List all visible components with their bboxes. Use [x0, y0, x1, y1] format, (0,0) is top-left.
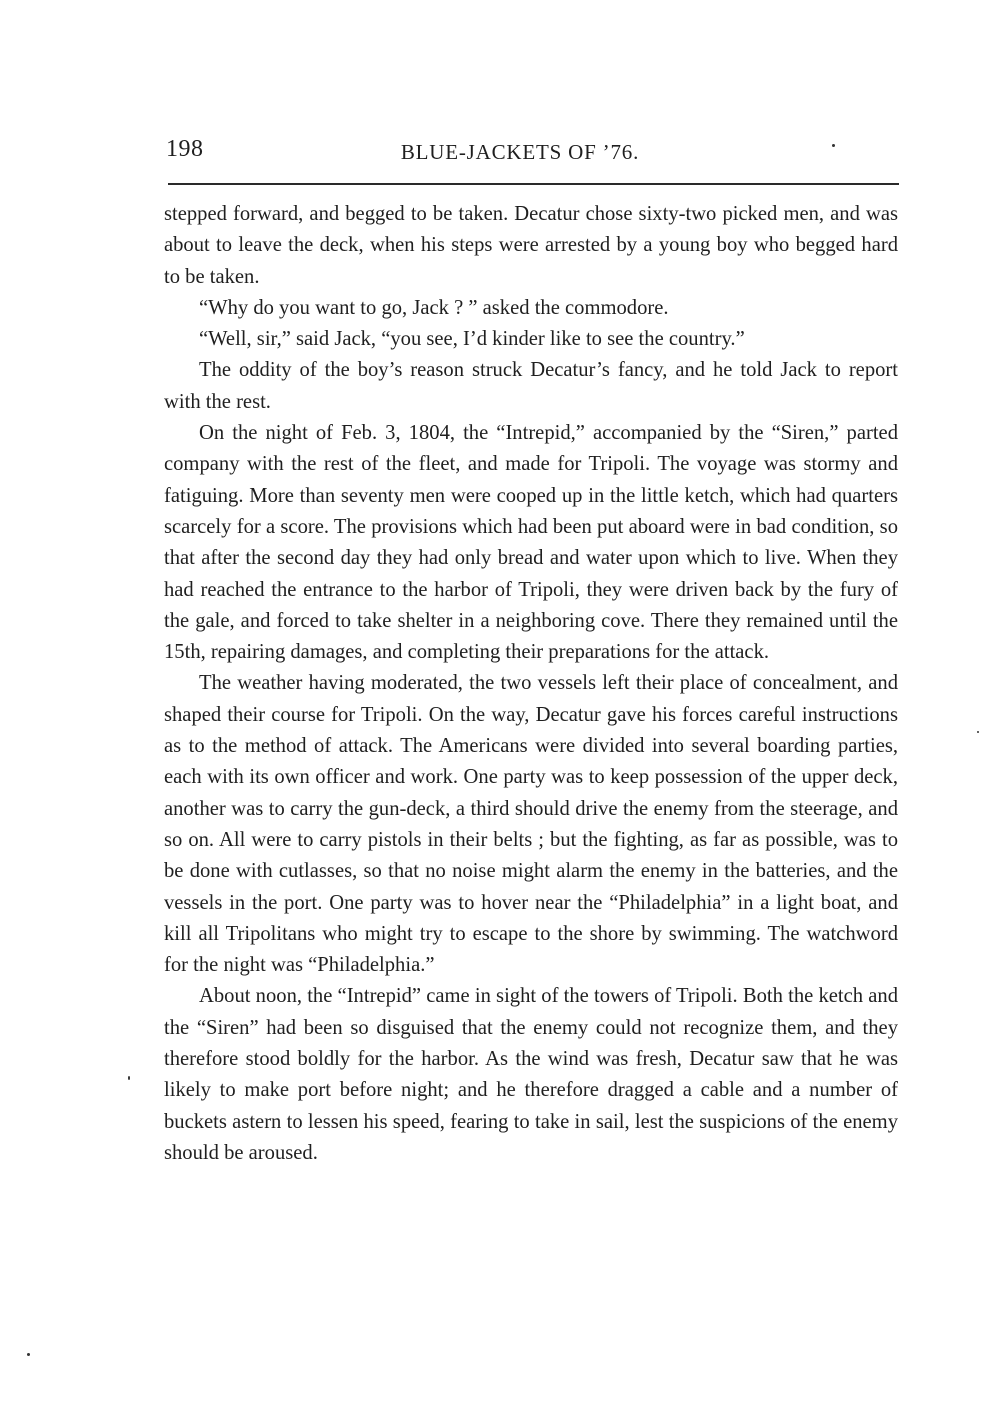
paragraph: About noon, the “Intrepid” came in sight of the towers of Tripoli. Both the ketch and the “Siren” had been so disguised that the enemy could not recognize them, and they therefore stood boldly for the harbor. As the wind was fresh, Decatur saw that he was likely to make port before night; and he therefore dragged a cable and a number of buckets astern to lessen his speed, fearing to take in sail, lest the suspicions of the enemy should be aroused. [164, 985, 898, 1164]
body-text [164, 199, 898, 1169]
page-number: 198 [166, 136, 204, 162]
paragraph: The weather having moderated, the two vessels left their place of concealment, and shaped their course for Tripoli. On the way, Decatur gave his forces careful instructions as to the method of attack. The Americans were divided into several boarding parties, each with its own officer and work. One party was to keep possession of the upper deck, another was to carry the gun-deck, a third should drive the enemy from the steerage, and so on. All were to carry pistols in their belts ; but the fighting, as far as possible, was to be done with cutlasses, so that no noise might alarm the enemy in the batteries, and the vessels in the port. One party was to hover near the “Philadelphia” in a light boat, and kill all Tripolitans who might try to escape to the shore by swimming. The watchword for the night was “Philadelphia.” [164, 672, 898, 977]
paragraph: “Why do you want to go, Jack ? ” asked the commodore. [199, 296, 669, 319]
paper-speck [977, 731, 979, 733]
running-title: BLUE-JACKETS OF ’76. [400, 140, 640, 164]
paper-speck [128, 1076, 130, 1080]
paper-speck [832, 144, 835, 147]
header-rule [168, 183, 899, 185]
paragraph: The oddity of the boy’s reason struck Decatur’s fancy, and he told Jack to report with the rest. [164, 359, 898, 413]
paragraph: stepped forward, and begged to be taken. Decatur chose sixty-two picked men, and was about to leave the deck, when his steps were arrested by a young boy who begged hard to be taken. [164, 203, 898, 288]
paragraph: “Well, sir,” said Jack, “you see, I’d kinder like to see the country.” [199, 328, 745, 351]
paper-speck [27, 1353, 30, 1356]
paragraph: On the night of Feb. 3, 1804, the “Intrepid,” accompanied by the “Siren,” parted company with the rest of the fleet, and made for Tripoli. The voyage was stormy and fatiguing. More than seventy men were cooped up in the little ketch, which had quarters scarcely for a score. The provisions which had been put aboard were in bad condition, so that after the second day they had only bread and water upon which to live. When they had reached the entrance to the harbor of Tripoli, they were driven back by the fury of the gale, and forced to take shelter in a neighboring cove. There they remained until the 15th, repairing damages, and completing their preparations for the attack. [164, 422, 898, 664]
